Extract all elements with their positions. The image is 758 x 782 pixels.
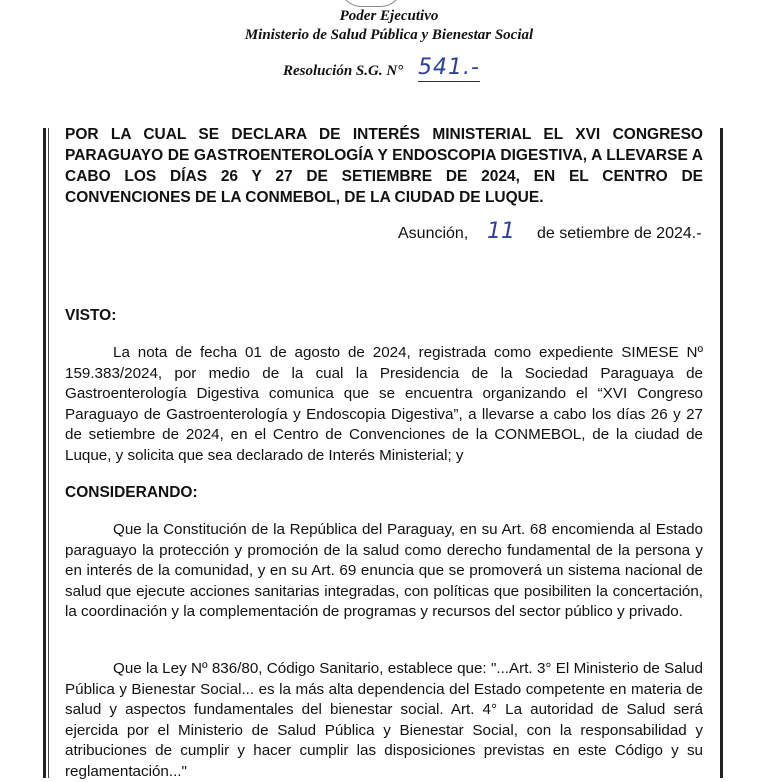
considerando-heading: CONSIDERANDO: [65,484,198,501]
right-margin-rule [720,128,723,778]
date-day-handwritten: 11 [487,219,515,244]
left-margin-rule [43,128,46,778]
resolution-number-handwritten: 541.- [418,55,480,80]
resolution-label: Resolución S.G. N° [283,63,404,79]
header-ministerio: Ministerio de Salud Pública y Bienestar Social [244,27,534,43]
left-margin-rule-thin [48,128,49,778]
seal-emblem [340,0,402,7]
visto-heading: VISTO: [65,307,117,324]
considerando-paragraph-2: Que la Ley Nº 836/80, Código Sanitario, establece que: "...Art. 3° El Ministerio de Salud Pública y Bienestar Social... es la más alta dependencia del Estado competente en materia de salud y aspectos fundamentales del bienestar social. Art. 4° La autoridad de Salud será ejercida por el Ministerio de Salud Pública y Bienestar Social, con la responsabilidad y atribuciones de cumplir y hacer cumplir las disposiciones previstas en este Código y su reglamentación..." [65,660,703,780]
header-poder-ejecutivo: Poder Ejecutivo [339,8,439,24]
date-place: Asunción, [398,225,469,242]
visto-paragraph: La nota de fecha 01 de agosto de 2024, registrada como expediente SIMESE Nº 159.383/2024, por medio de la cual la Presidencia de la Sociedad Paraguaya de Gastroenterología Digestiva comunica que se encuentra organizando el “XVI Congreso Paraguayo de Gastroenterología y Endoscopia Digestiva”, a llevarse a cabo los días 26 y 27 de setiembre de 2024, en el Centro de Convenciones de la CONMEBOL, de la ciudad de Luque, y solicita que sea declarado de Interés Ministerial; y [65,344,703,464]
considerando-paragraph-1: Que la Constitución de la República del Paraguay, en su Art. 68 encomienda al Estado paraguayo la protección y promoción de la salud como derecho fundamental de la persona y en interés de la comunidad, y en su Art. 69 enuncia que se promoverá un sistema nacional de salud que ejecute acciones sanitarias integradas, con políticas que posibiliten la concertación, la coordinación y la complementación de programas y recursos del sector público y privado. [65,521,703,620]
resolution-title: POR LA CUAL SE DECLARA DE INTERÉS MINISTERIAL EL XVI CONGRESO PARAGUAYO DE GASTROENTEROLOGÍA Y ENDOSCOPIA DIGESTIVA, A LLEVARSE A CABO LOS DÍAS 26 Y 27 DE SETIEMBRE DE 2024, EN EL CENTRO DE CONVENCIONES DE LA CONMEBOL, DE LA CIUDAD DE LUQUE. [65,126,703,206]
date-month-year: de setiembre de 2024.- [537,225,702,242]
